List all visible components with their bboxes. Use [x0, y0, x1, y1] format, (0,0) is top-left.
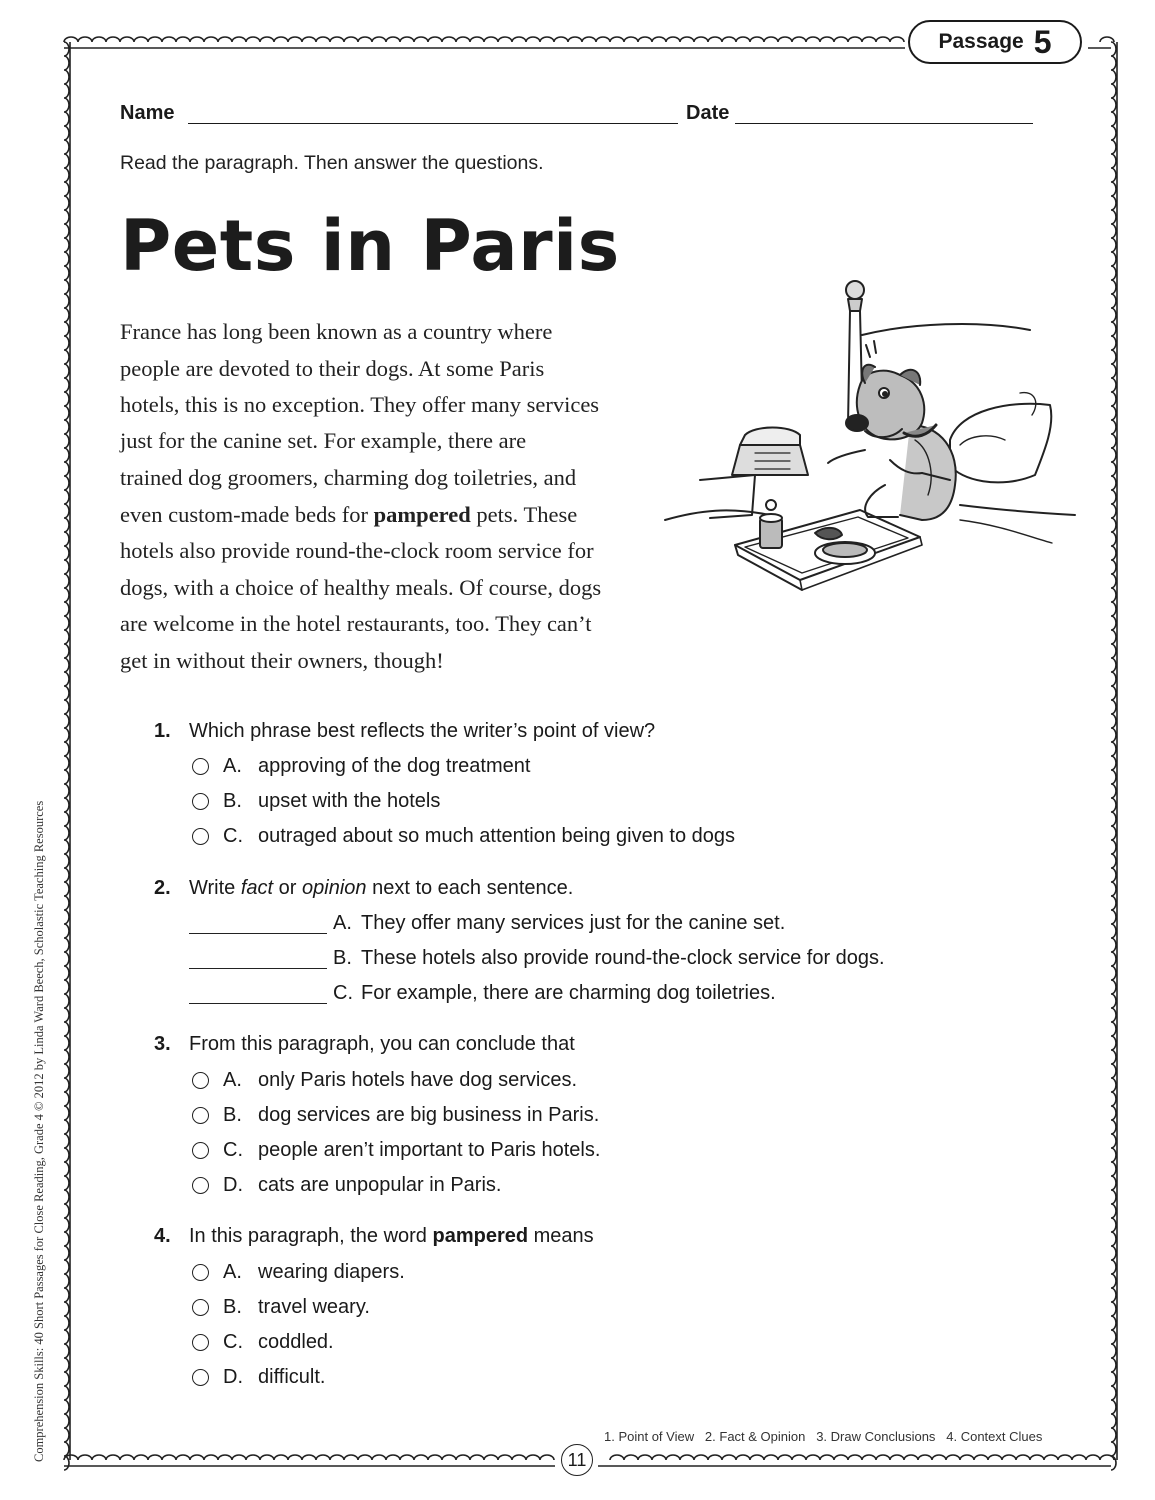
date-field[interactable] — [735, 123, 1033, 124]
page-title: Pets in Paris — [120, 205, 620, 287]
radio-q3-b[interactable] — [192, 1107, 209, 1124]
option-letter: C. — [223, 825, 243, 847]
question-text-part: means — [528, 1225, 594, 1247]
question-text-part: or — [273, 877, 303, 899]
passage-text: pets. These — [470, 502, 578, 527]
item-text: They offer many services just for the canine set. — [361, 912, 786, 934]
vocab-word: pampered — [373, 502, 471, 527]
question-number: 1. — [154, 720, 171, 742]
radio-q3-d[interactable] — [192, 1177, 209, 1194]
passage-line: trained dog groomers, charming dog toiletries, and — [120, 465, 577, 490]
option-text: cats are unpopular in Paris. — [258, 1174, 502, 1196]
question-text-part: next to each sentence. — [366, 877, 574, 899]
option-text: people aren’t important to Paris hotels. — [258, 1139, 601, 1161]
option-letter: C. — [223, 1331, 243, 1353]
radio-q4-c[interactable] — [192, 1334, 209, 1351]
option-text: travel weary. — [258, 1296, 370, 1318]
option-text: approving of the dog treatment — [258, 755, 531, 777]
answer-blank-q2-b[interactable] — [189, 968, 327, 969]
passage-label: Passage — [938, 30, 1024, 53]
border-loops — [1111, 42, 1116, 1470]
passage-line — [120, 502, 577, 528]
option-letter: A. — [223, 1261, 242, 1283]
option-letter: B. — [223, 790, 242, 812]
option-letter: D. — [223, 1174, 243, 1196]
answer-blank-q2-a[interactable] — [189, 933, 327, 934]
passage-line: people are devoted to their dogs. At some Paris — [120, 356, 545, 381]
passage-line: hotels also provide round-the-clock room service for — [120, 538, 594, 563]
item-letter: A. — [333, 912, 352, 934]
item-text: These hotels also provide round-the-clock service for dogs. — [361, 947, 885, 969]
option-text: coddled. — [258, 1331, 334, 1353]
option-letter: B. — [223, 1296, 242, 1318]
question-number: 3. — [154, 1033, 171, 1055]
passage-line: hotels, this is no exception. They offer many services — [120, 392, 600, 417]
option-letter: D. — [223, 1366, 243, 1388]
skills-footer: 1. Point of View 2. Fact & Opinion 3. Draw Conclusions 4. Context Clues — [604, 1429, 1043, 1444]
option-text: wearing diapers. — [258, 1261, 405, 1283]
question-text-em: opinion — [302, 877, 367, 899]
option-text: outraged about so much attention being given to dogs — [258, 825, 736, 847]
passage-number: 5 — [1033, 24, 1052, 60]
answer-blank-q2-c[interactable] — [189, 1003, 327, 1004]
option-text: difficult. — [258, 1366, 326, 1388]
item-text: For example, there are charming dog toiletries. — [361, 982, 776, 1004]
page-number: 11 — [561, 1444, 593, 1476]
passage-line: get in without their owners, though! — [120, 648, 444, 673]
option-letter: C. — [223, 1139, 243, 1161]
question-text — [189, 1225, 594, 1248]
instructions: Read the paragraph. Then answer the questions. — [120, 152, 544, 174]
item-letter: B. — [333, 947, 352, 969]
date-label: Date — [686, 102, 730, 124]
radio-q4-d[interactable] — [192, 1369, 209, 1386]
option-text: only Paris hotels have dog services. — [258, 1069, 578, 1091]
radio-q1-c[interactable] — [192, 828, 209, 845]
question-text: Which phrase best reflects the writer’s point of view? — [189, 720, 656, 742]
option-text: dog services are big business in Paris. — [258, 1104, 600, 1126]
question-number: 2. — [154, 877, 171, 899]
passage-text: even custom-made beds for — [120, 502, 374, 527]
question-text: From this paragraph, you can conclude that — [189, 1033, 575, 1055]
radio-q1-b[interactable] — [192, 793, 209, 810]
radio-q1-a[interactable] — [192, 758, 209, 775]
question-text-part: Write — [189, 877, 241, 899]
option-letter: B. — [223, 1104, 242, 1126]
dog-illustration — [660, 275, 1080, 615]
vocab-word: pampered — [432, 1225, 529, 1247]
radio-q3-c[interactable] — [192, 1142, 209, 1159]
option-letter: A. — [223, 1069, 242, 1091]
radio-q4-a[interactable] — [192, 1264, 209, 1281]
name-field[interactable] — [188, 123, 678, 124]
passage-line: dogs, with a choice of healthy meals. Of course, dogs — [120, 575, 602, 600]
passage-line: France has long been known as a country where — [120, 319, 553, 344]
question-text-em: fact — [240, 877, 274, 899]
border-loops — [64, 42, 69, 1470]
copyright-credit: Comprehension Skills: 40 Short Passages for Close Reading, Grade 4 © 2012 by Linda Ward Beech, Scholastic Teaching Resources — [32, 800, 46, 1462]
question-text — [189, 877, 573, 900]
passage-badge — [908, 20, 1082, 64]
option-text: upset with the hotels — [258, 790, 441, 812]
item-letter: C. — [333, 982, 353, 1004]
question-number: 4. — [154, 1225, 171, 1247]
option-letter: A. — [223, 755, 242, 777]
question-text-part: In this paragraph, the word — [189, 1225, 433, 1247]
radio-q3-a[interactable] — [192, 1072, 209, 1089]
radio-q4-b[interactable] — [192, 1299, 209, 1316]
passage-line: just for the canine set. For example, there are — [120, 428, 527, 453]
name-label: Name — [120, 102, 175, 124]
passage-line: are welcome in the hotel restaurants, too. They can’t — [120, 611, 592, 636]
